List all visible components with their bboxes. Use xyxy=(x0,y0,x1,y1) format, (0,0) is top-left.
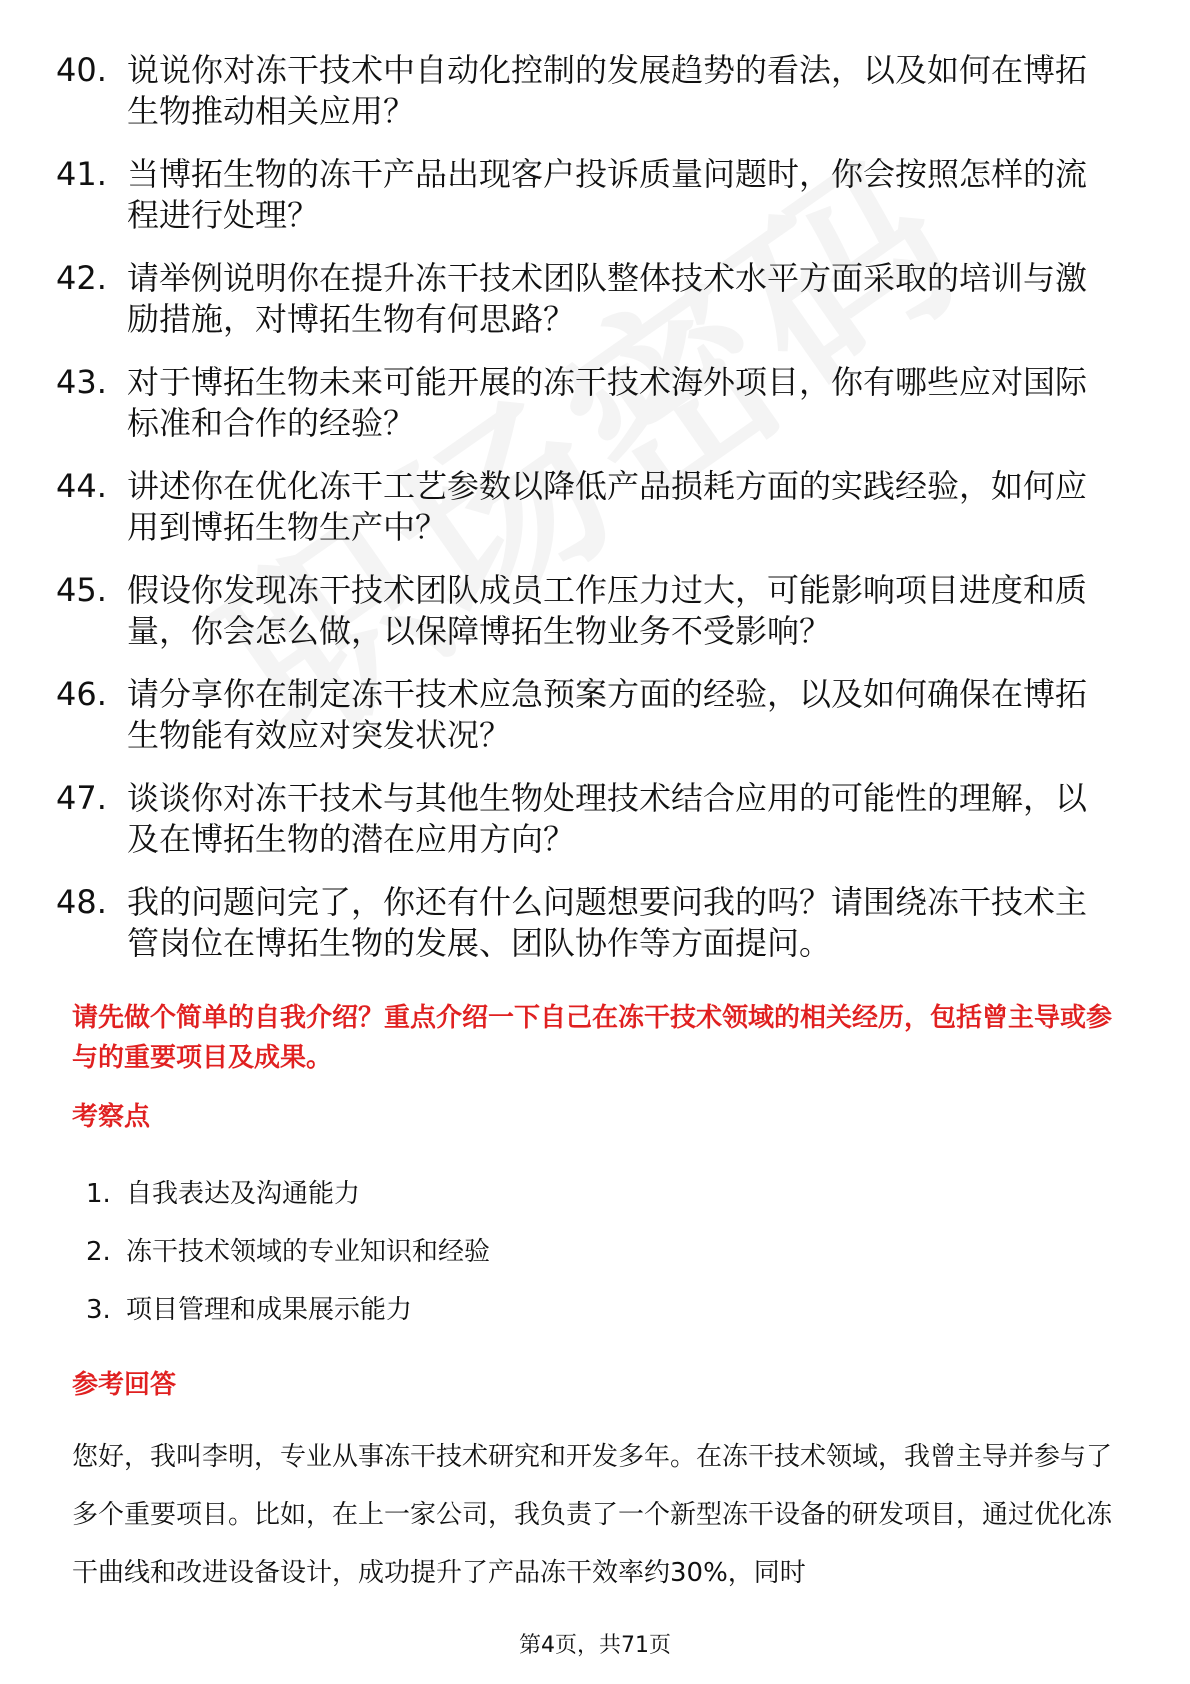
question-text: 谈谈你对冻干技术与其他生物处理技术结合应用的可能性的理解，以及在博拓生物的潜在应用方向？ xyxy=(127,779,1088,858)
question-text: 请举例说明你在提升冻干技术团队整体技术水平方面采取的培训与激励措施，对博拓生物有何思路？ xyxy=(127,259,1088,338)
list-item xyxy=(56,466,1116,548)
point-text: 自我表达及沟通能力 xyxy=(126,1179,361,1209)
point-number: 3. xyxy=(86,1295,111,1325)
exam-points-list xyxy=(86,1165,986,1339)
question-text: 请分享你在制定冻干技术应急预案方面的经验，以及如何确保在博拓生物能有效应对突发状况？ xyxy=(127,675,1088,754)
question-number: 45. xyxy=(56,571,107,609)
list-item xyxy=(86,1281,986,1339)
question-text: 当博拓生物的冻干产品出现客户投诉质量问题时，你会按照怎样的流程进行处理？ xyxy=(127,155,1088,234)
exam-section-title: 考察点 xyxy=(72,1102,151,1132)
list-item xyxy=(56,570,1116,652)
list-item xyxy=(56,882,1116,964)
question-text: 讲述你在优化冻干工艺参数以降低产品损耗方面的实践经验，如何应用到博拓生物生产中？ xyxy=(127,467,1088,546)
question-number: 44. xyxy=(56,467,107,505)
reference-answer: 您好，我叫李明，专业从事冻干技术研究和开发多年。在冻干技术领域，我曾主导并参与了多个重要项目。比如，在上一家公司，我负责了一个新型冻干设备的研发项目，通过优化冻干曲线和改进设备设计，成功提升了产品冻干效率约30%，同时 xyxy=(72,1442,1113,1588)
question-number: 41. xyxy=(56,155,107,193)
list-item xyxy=(56,50,1116,132)
point-text: 冻干技术领域的专业知识和经验 xyxy=(126,1237,491,1267)
question-number: 43. xyxy=(56,363,107,401)
page-footer: 第4页，共71页 xyxy=(519,1633,671,1658)
list-item xyxy=(86,1223,986,1281)
list-item xyxy=(56,674,1116,756)
list-item xyxy=(56,778,1116,860)
question-text: 我的问题问完了，你还有什么问题想要问我的吗？请围绕冻干技术主管岗位在博拓生物的发展、团队协作等方面提问。 xyxy=(127,883,1088,962)
question-number: 48. xyxy=(56,883,107,921)
list-item xyxy=(56,258,1116,340)
question-text: 对于博拓生物未来可能开展的冻干技术海外项目，你有哪些应对国际标准和合作的经验？ xyxy=(127,363,1088,442)
question-number: 42. xyxy=(56,259,107,297)
point-number: 1. xyxy=(86,1179,111,1209)
question-number: 40. xyxy=(56,51,107,89)
question-text: 说说你对冻干技术中自动化控制的发展趋势的看法，以及如何在博拓生物推动相关应用？ xyxy=(127,51,1088,130)
question-number: 47. xyxy=(56,779,107,817)
highlight-question: 请先做个简单的自我介绍？重点介绍一下自己在冻干技术领域的相关经历，包括曾主导或参与的重要项目及成果。 xyxy=(72,1003,1113,1073)
point-number: 2. xyxy=(86,1237,111,1267)
point-text: 项目管理和成果展示能力 xyxy=(126,1295,413,1325)
question-text: 假设你发现冻干技术团队成员工作压力过大，可能影响项目进度和质量，你会怎么做，以保障博拓生物业务不受影响？ xyxy=(127,571,1088,650)
list-item xyxy=(86,1165,986,1223)
list-item xyxy=(56,154,1116,236)
reference-section-title: 参考回答 xyxy=(72,1370,177,1400)
list-item xyxy=(56,362,1116,444)
question-list xyxy=(56,50,1116,986)
question-number: 46. xyxy=(56,675,107,713)
